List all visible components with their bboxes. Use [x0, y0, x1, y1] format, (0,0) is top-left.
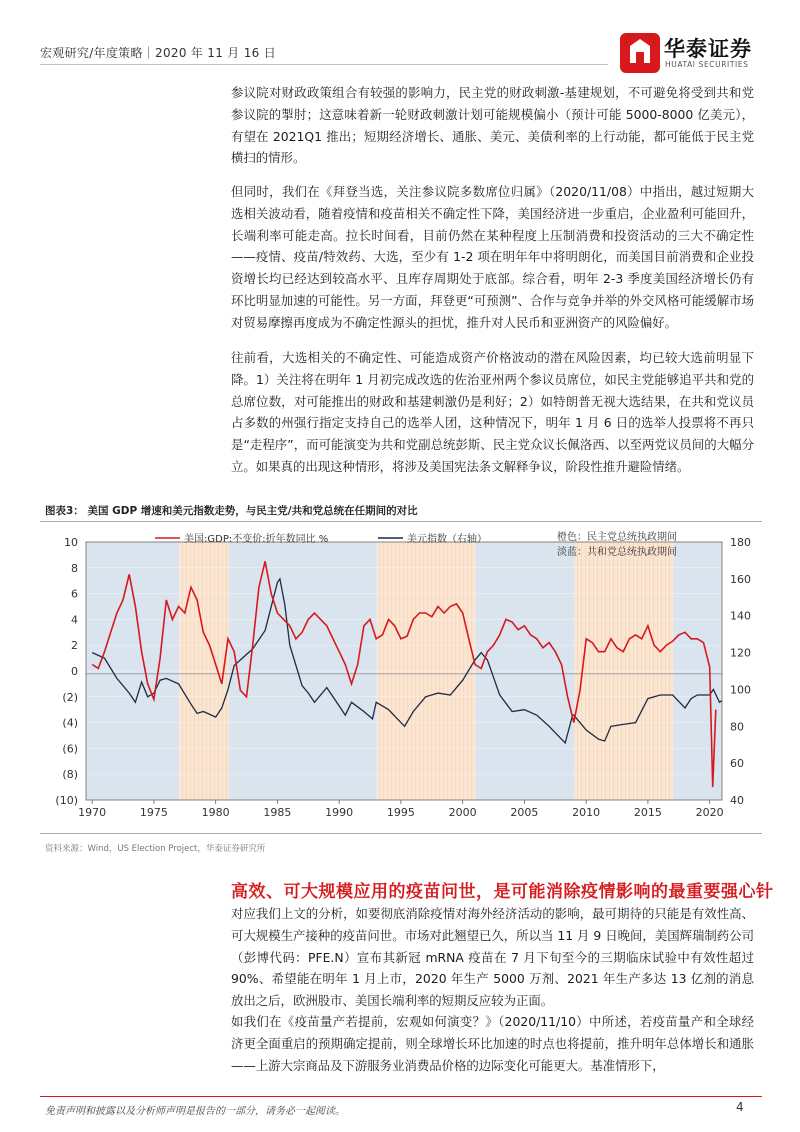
footer-disclaimer: 免责声明和披露以及分析师声明是报告的一部分，请务必一起阅读。	[45, 1106, 345, 1117]
x-tick-label: 1970	[78, 806, 107, 819]
left-tick-label: 2	[71, 639, 78, 653]
right-tick-label: 60	[730, 757, 744, 771]
figure-caption: 图表3： 美国 GDP 增速和美元指数走势，与民主党/共和党总统在任期间的对比	[45, 505, 418, 517]
paragraph-vaccine: 对应我们上文的分析，如要彻底消除疫情对海外经济活动的影响，最可期待的只能是有效性高、可大规模生产接种的疫苗问世。市场对此翘望已久，所以当 11 月 9 日晚间，美国辉瑞制药公司（彭博代码：PFE.N）宣布其新冠 mRNA 疫苗在 7 月下旬至今的三期临床试验中有效性超过 90%、希望能在明年 1 月上市，2020 年生产 5000 万剂、2021 年生产多达 13 亿剂的消息放出之后，欧洲股市、美国长端利率的短期反应较为正面。	[231, 906, 754, 1009]
left-tick-label: 6	[71, 587, 78, 601]
x-tick-label: 2005	[510, 806, 539, 819]
huatai-logo-icon	[620, 33, 660, 73]
left-tick-label: (8)	[62, 768, 78, 782]
section-title: 高效、可大规模应用的疫苗问世，是可能消除疫情影响的最重要强心针	[231, 882, 774, 902]
x-tick-label: 2015	[633, 806, 662, 819]
report-header: 宏观研究/年度策略｜2020 年 11 月 16 日	[40, 46, 276, 60]
right-tick-label: 120	[730, 646, 751, 660]
left-tick-label: 8	[71, 561, 78, 575]
gdp-dollar-chart	[0, 530, 800, 830]
header-divider	[40, 64, 608, 65]
x-tick-label: 2010	[572, 806, 601, 819]
page-number: 4	[736, 1100, 744, 1114]
left-tick-label: (4)	[62, 716, 78, 730]
left-tick-label: 10	[64, 536, 78, 549]
right-tick-label: 140	[730, 609, 751, 623]
x-axis-ticks	[78, 800, 723, 819]
figure-source: 资料来源：Wind，US Election Project，华泰证券研究所	[45, 844, 266, 854]
figure-bottom-rule	[40, 833, 762, 834]
paragraph-senate: 参议院对财政政策组合有较强的影响力，民主党的财政刺激-基建规划，不可避免将受到共和党参议院的掣肘；这意味着新一轮财政刺激计划可能规模偏小（预计可能 5000-8000 亿美元），有望在 2021Q1 推出；短期经济增长、通胀、美元、美债利率的上行动能，都可能低于民主党横扫的情形。	[231, 85, 754, 166]
x-tick-label: 1985	[263, 806, 292, 819]
left-tick-label: (2)	[62, 690, 78, 704]
x-tick-label: 2000	[448, 806, 477, 819]
brand-name-en: HUATAI SECURITIES	[665, 60, 749, 69]
figure-top-rule	[40, 521, 762, 522]
brand-logo	[620, 33, 768, 73]
paragraph-outlook: 往前看，大选相关的不确定性、可能造成资产价格波动的潜在风险因素，均已较大选前明显下降。1）关注将在明年 1 月初完成改选的佐治亚州两个参议员席位，如民主党能够追平共和党的总席位数，对可能推出的财政和基建刺激仍是利好；2）如特朗普无视大选结果，在共和党议员占多数的州强行指定支持自己的选举人团，这种情况下，明年 1 月 6 日的选举人投票将不再只是“走程序”，而可能演变为共和党副总统彭斯、民主党众议长佩洛西、以至两党议员间的大幅分立。如果真的出现这种情形，将涉及美国宪法条文解释争议，阶段性推升避险情绪。	[231, 350, 754, 474]
shading-legend-rep: 淡蓝：共和党总统执政期间	[557, 547, 677, 558]
right-tick-label: 100	[730, 683, 751, 697]
right-tick-label: 160	[730, 572, 751, 586]
footer-rule	[40, 1096, 762, 1097]
left-tick-label: (6)	[62, 742, 78, 756]
x-tick-label: 1990	[325, 806, 354, 819]
right-tick-label: 180	[730, 536, 751, 549]
right-tick-label: 80	[730, 720, 744, 734]
paragraph-biden: 但同时，我们在《拜登当选，关注参议院多数席位归属》（2020/11/08）中指出，越过短期大选相关波动看，随着疫情和疫苗相关不确定性下降，美国经济进一步重启，企业盈利可能回升，长端利率可能走高。拉长时间看，目前仍然在某种程度上压制消费和投资活动的三大不确定性——疫情、疫苗/特效药、大选，至少有 1-2 项在明年年中将明朗化，而美国目前消费和企业投资增长均已经达到较高水平、且库存周期处于底部。综合看，明年 2-3 季度美国经济增长仍有环比明显加速的可能性。另一方面，拜登更“可预测”、合作与竞争并举的外交风格可能缓解市场对贸易摩擦再度成为不确定性源头的担忧，推升对人民币和亚洲资产的风险偏好。	[231, 184, 754, 330]
brand-name: 华泰证券	[664, 37, 752, 61]
right-axis-ticks	[730, 536, 751, 807]
left-tick-label: 4	[71, 613, 78, 627]
x-tick-label: 1975	[139, 806, 168, 819]
left-tick-label: (10)	[55, 794, 78, 807]
left-tick-label: 0	[71, 665, 78, 678]
x-tick-label: 1995	[386, 806, 415, 819]
right-tick-label: 40	[730, 794, 744, 807]
left-axis-ticks	[55, 536, 78, 807]
shading-legend-dem: 橙色：民主党总统执政期间	[557, 532, 677, 543]
x-tick-label: 2020	[695, 806, 724, 819]
x-tick-label: 1980	[201, 806, 230, 819]
legend-usd-label: 美元指数（右轴）	[407, 534, 487, 545]
paragraph-mass-production: 如我们在《疫苗量产若提前，宏观如何演变？》（2020/11/10）中所述，若疫苗量产和全球经济更全面重启的预期确定提前，则全球增长环比加速的时点也将提前，推升明年总体增长和通胀——上游大宗商品及下游服务业消费品价格的边际变化可能更大。基准情形下，	[231, 1014, 754, 1073]
legend-gdp-label: 美国:GDP:不变价:折年数同比 %	[184, 534, 329, 545]
